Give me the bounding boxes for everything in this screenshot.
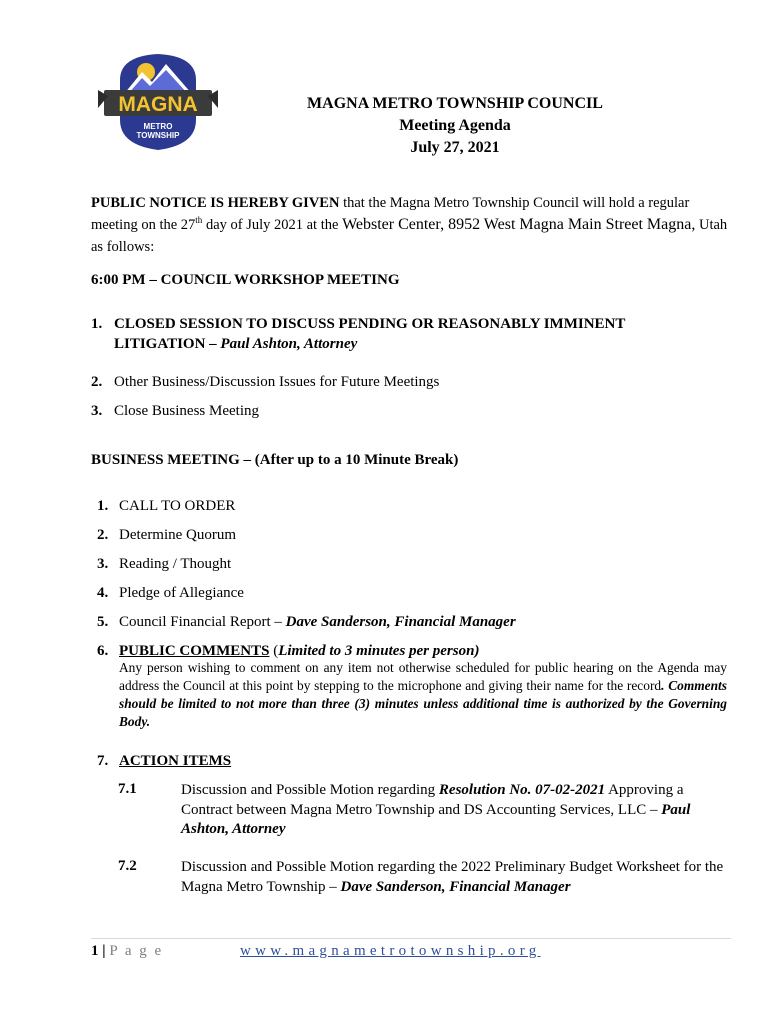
meeting-date: July 27, 2021 (410, 139, 500, 156)
svg-text:TOWNSHIP: TOWNSHIP (136, 131, 180, 140)
website-link[interactable]: www.magnametrotownship.org (240, 943, 541, 959)
business-item-4: 4. Pledge of Allegiance (97, 585, 244, 601)
agenda-title (230, 93, 680, 159)
business-item-2: 2. Determine Quorum (97, 527, 237, 543)
footer-divider (91, 938, 731, 939)
logo-wordmark: MAGNA (118, 93, 198, 116)
business-item-7: 7. ACTION ITEMS (97, 753, 232, 769)
action-item-7-2-number: 7.2 (118, 858, 137, 874)
workshop-heading: 6:00 PM – COUNCIL WORKSHOP MEETING (91, 272, 400, 288)
action-item-7-2-text: Discussion and Possible Motion regarding the 2022 Preliminary Budget Worksheet for the Magna Metro Township – Dave Sanderson, Financial Manager (181, 859, 724, 895)
business-item-1: 1. CALL TO ORDER (97, 498, 236, 514)
workshop-item-2: 2. Other Business/Discussion Issues for Future Meetings (91, 374, 440, 390)
workshop-item-1: 1. CLOSED SESSION TO DISCUSS PENDING OR REASONABLY IMMINENT LITIGATION – Paul Ashton, Attorney (91, 316, 626, 352)
agenda-label: Meeting Agenda (399, 117, 511, 134)
business-item-6: 6. PUBLIC COMMENTS (Limited to 3 minutes per person) (97, 643, 480, 659)
business-item-3: 3. Reading / Thought (97, 556, 232, 572)
svg-text:METRO: METRO (143, 122, 173, 131)
action-item-7-1-text: Discussion and Possible Motion regarding Resolution No. 07-02-2021 Approving a Contract between Magna Metro Township and DS Accounting Services, LLC – Paul Ashton, Attorney (181, 782, 691, 837)
business-item-5: 5. Council Financial Report – Dave Sanderson, Financial Manager (97, 614, 516, 630)
business-heading: BUSINESS MEETING – (After up to a 10 Minute Break) (91, 452, 459, 468)
public-notice: PUBLIC NOTICE IS HEREBY GIVEN that the Magna Metro Township Council will hold a regular meeting on the 27th day of July 2021 at the Webster Center, 8952 West Magna Main Street Magna, Utah as follows: (91, 195, 728, 255)
public-comments-description: Any person wishing to comment on any item not otherwise scheduled for public hearing on the Agenda may address the Council at this point by stepping to the microphone and giving their name for the record. Comments should be limited to not more than three (3) minutes unless additional time is authorized by the Governing Body. (119, 660, 727, 729)
magna-logo (98, 50, 218, 154)
council-name: MAGNA METRO TOWNSHIP COUNCIL (307, 95, 603, 112)
page-number: 1 | P a g e (91, 943, 164, 959)
action-item-7-1-number: 7.1 (118, 781, 137, 797)
workshop-item-3: 3. Close Business Meeting (91, 403, 259, 419)
